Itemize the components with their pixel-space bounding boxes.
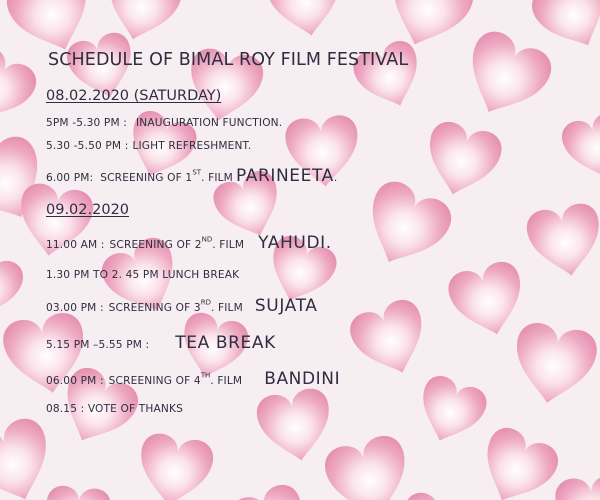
item-time: 5.30 -5.50 PM :: [46, 140, 129, 152]
schedule-item: [46, 269, 239, 281]
item-event-suffix: . FILM: [210, 375, 243, 387]
day2-date: 09.02.2020: [46, 202, 130, 218]
ordinal-suffix: ST: [192, 168, 202, 177]
break-title: TEA BREAK: [175, 333, 276, 353]
item-text: 1.30 PM TO 2. 45 PM LUNCH BREAK: [46, 269, 240, 281]
item-time: 03.00 PM :: [46, 302, 104, 314]
item-time: 5.15 PM –5.55 PM :: [46, 339, 150, 351]
item-event: SCREENING OF 3: [108, 302, 201, 314]
film-title: PARINEETA: [235, 166, 334, 186]
item-time: 5PM -5.30 PM :: [46, 117, 127, 129]
item-event-suffix: . FILM: [212, 239, 245, 251]
schedule-item: [46, 403, 183, 415]
item-event: SCREENING OF 1: [100, 172, 193, 184]
schedule-item: [46, 369, 340, 389]
item-event: SCREENING OF 2: [109, 239, 202, 251]
film-title: SUJATA: [254, 296, 318, 316]
schedule-item: [46, 233, 332, 253]
schedule-item: [46, 117, 282, 129]
item-event: INAUGURATION FUNCTION.: [135, 117, 283, 129]
ordinal-suffix: TH: [200, 371, 211, 380]
schedule-item: [46, 333, 276, 353]
item-time: 06.00 PM :: [46, 375, 104, 387]
film-title: BANDINI: [264, 369, 341, 389]
item-time: 11.00 AM :: [46, 239, 105, 251]
item-event: SCREENING OF 4: [108, 375, 201, 387]
item-event-suffix: . FILM: [201, 172, 233, 184]
item-event-suffix: . FILM: [211, 302, 243, 314]
schedule-item: [46, 140, 251, 152]
ordinal-suffix: ND: [201, 235, 213, 244]
item-event: LIGHT REFRESHMENT.: [132, 140, 252, 152]
item-time: 6.00 PM:: [46, 172, 94, 184]
schedule-item: [46, 166, 337, 186]
item-end: .: [333, 172, 338, 184]
schedule-item: [46, 296, 317, 316]
film-title: YAHUDI.: [258, 233, 332, 253]
schedule-title: SCHEDULE OF BIMAL ROY FILM FESTIVAL: [48, 50, 409, 70]
item-text: 08.15 : VOTE OF THANKS: [46, 403, 183, 415]
day1-date: 08.02.2020 (SATURDAY): [46, 88, 222, 104]
ordinal-suffix: RD: [200, 298, 211, 307]
